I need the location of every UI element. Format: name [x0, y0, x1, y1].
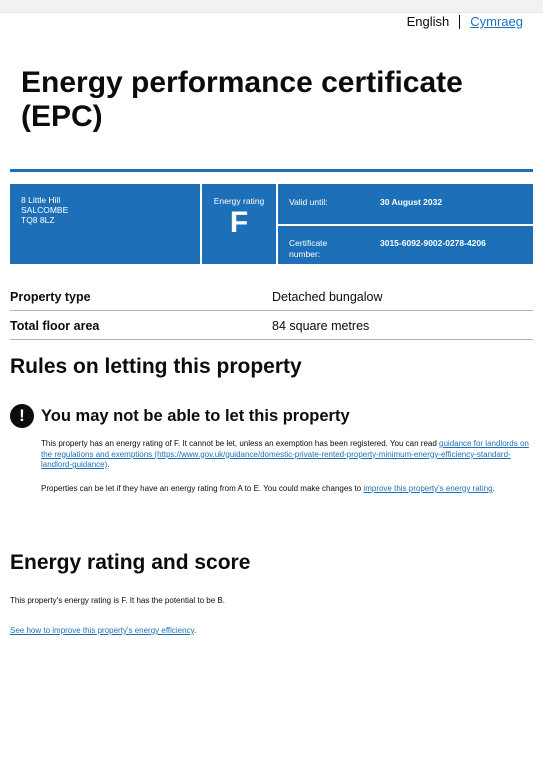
floor-area-row	[10, 311, 533, 340]
improve-efficiency-link[interactable]: See how to improve this property's energy efficiency	[10, 626, 194, 635]
exclamation-warning-icon: !	[10, 404, 34, 428]
improve-rating-link[interactable]: improve this property's energy rating	[363, 484, 493, 493]
improve-efficiency-end: .	[194, 626, 197, 635]
landlord-guidance-link[interactable]: guidance for landlords on the regulations and exemptions (https://www.gov.uk/guidance/domestic-private-rented-property-minimum-energy-efficiency-standard-landlord-guidance)	[41, 439, 529, 469]
certificate-number-value: 3015-6092-9002-0278-4206	[380, 238, 486, 248]
letting-heading: Rules on letting this property	[10, 355, 302, 378]
letting-paragraph-1-text: This property has an energy rating of F. It cannot be let, unless an exemption has been registered. You can read	[41, 439, 440, 448]
top-strip	[0, 0, 543, 13]
valid-until-value: 30 August 2032	[380, 197, 443, 207]
page-title: Energy performance certificate (EPC)	[21, 66, 463, 133]
warning-box	[10, 404, 350, 428]
address-line-3: TQ8 8LZ	[21, 215, 55, 225]
letting-paragraph-1-end: .	[107, 460, 110, 469]
letting-paragraph-2-text: Properties can be let if they have an energy rating from A to E. You could make changes to	[41, 484, 364, 493]
floor-area-value: 84 square metres	[272, 319, 370, 333]
epc-summary-banner	[10, 184, 533, 264]
energy-rating-text: This property's energy rating is F. It has the potential to be B.	[10, 596, 225, 605]
letting-paragraph-1	[41, 439, 533, 471]
certificate-number-label: Certificate number:	[289, 238, 328, 259]
title-divider	[10, 169, 533, 172]
address-line-1: 8 Little Hill	[21, 195, 61, 205]
valid-until-label: Valid until:	[289, 197, 328, 207]
language-switcher	[407, 14, 523, 29]
language-cymraeg-link[interactable]: Cymraeg	[470, 14, 523, 29]
energy-rating-value: F	[229, 206, 249, 239]
property-type-value: Detached bungalow	[272, 290, 383, 304]
warning-title: You may not be able to let this property	[41, 406, 350, 425]
address-line-2: SALCOMBE	[21, 205, 69, 215]
improve-efficiency-paragraph	[10, 626, 530, 637]
letting-paragraph-2	[41, 484, 533, 495]
language-current: English	[406, 14, 450, 29]
banner-divider	[278, 224, 533, 226]
property-type-row	[10, 282, 533, 311]
property-address	[21, 195, 68, 225]
property-type-label: Property type	[10, 290, 91, 304]
letting-paragraph-2-end: .	[492, 484, 495, 493]
energy-rating-label: Energy rating	[213, 196, 265, 206]
floor-area-label: Total floor area	[10, 319, 100, 333]
energy-rating-heading: Energy rating and score	[10, 551, 251, 574]
language-separator	[459, 15, 460, 29]
